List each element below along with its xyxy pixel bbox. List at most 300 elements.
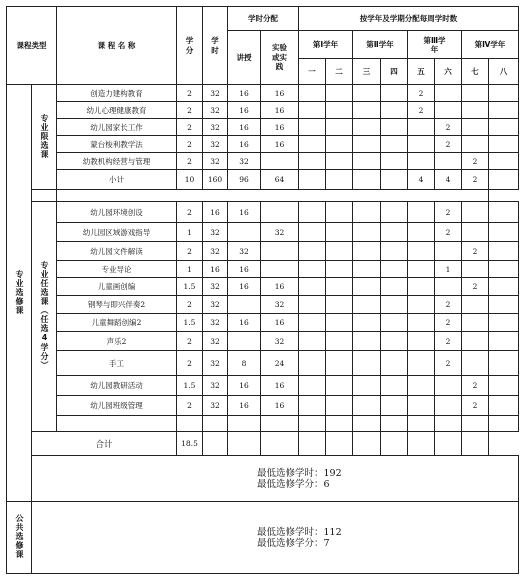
- lab-hours: 16: [261, 85, 299, 102]
- course-name: 创造力建构教育: [57, 85, 177, 102]
- semester-2-hours: [326, 351, 353, 376]
- semester-7-hours: [462, 332, 489, 351]
- semester-5-hours: [408, 332, 435, 351]
- semester-6-hours: 2: [435, 296, 462, 314]
- lecture-hours: 16: [228, 278, 261, 296]
- semester-5-hours: [408, 396, 435, 416]
- curriculum-table-container: [6, 6, 519, 574]
- semester-3-hours: [353, 170, 381, 190]
- semester-7-hours: [462, 136, 489, 153]
- table-row: [7, 351, 519, 376]
- total-empty-cell: [353, 432, 381, 456]
- semester-8-hours: [489, 376, 519, 396]
- lab-hours: 32: [261, 223, 299, 242]
- hours-value: 16: [203, 261, 228, 278]
- header-lecture: 讲授: [228, 31, 261, 85]
- semester-2-hours: [326, 119, 353, 136]
- hours-value: 32: [203, 332, 228, 351]
- semester-6-hours: 2: [435, 351, 462, 376]
- semester-5-hours: [408, 314, 435, 332]
- semester-8-hours: [489, 314, 519, 332]
- total-empty-cell: [435, 432, 462, 456]
- semester-3-hours: [353, 351, 381, 376]
- total-empty-cell: [326, 432, 353, 456]
- semester-7-hours: [462, 202, 489, 223]
- semester-6-hours: [435, 102, 462, 119]
- course-name: 幼教机构经营与管理: [57, 153, 177, 170]
- semester-3-hours: [353, 261, 381, 278]
- public-elective-label: [7, 502, 32, 574]
- lecture-hours: 16: [228, 376, 261, 396]
- table-row: [7, 102, 519, 119]
- semester-1-hours: [299, 278, 326, 296]
- semester-7-hours: [462, 261, 489, 278]
- header-credit: 学分: [177, 7, 203, 85]
- credit-value: 2: [177, 242, 203, 261]
- spacer-row: [7, 190, 519, 202]
- lecture-hours: 8: [228, 351, 261, 376]
- lecture-hours: [228, 332, 261, 351]
- semester-2-hours: [326, 332, 353, 351]
- semester-3-hours: [353, 396, 381, 416]
- hours-value: 32: [203, 85, 228, 102]
- semester-1-hours: [299, 85, 326, 102]
- credit-value: [177, 416, 203, 432]
- course-name: 幼儿心理健康教育: [57, 102, 177, 119]
- semester-6-hours: [435, 242, 462, 261]
- semester-1-hours: [299, 242, 326, 261]
- lab-hours: 16: [261, 376, 299, 396]
- semester-6-hours: 2: [435, 314, 462, 332]
- semester-2-hours: [326, 202, 353, 223]
- header-semester-1: 一: [299, 59, 326, 85]
- semester-4-hours: [381, 396, 408, 416]
- lecture-hours: 16: [228, 85, 261, 102]
- semester-6-hours: [435, 85, 462, 102]
- lab-hours: 32: [261, 332, 299, 351]
- semester-4-hours: [381, 351, 408, 376]
- hours-value: 32: [203, 396, 228, 416]
- table-row: [7, 242, 519, 261]
- semester-4-hours: [381, 314, 408, 332]
- semester-3-hours: [353, 242, 381, 261]
- lab-hours: [261, 202, 299, 223]
- hours-value: 32: [203, 376, 228, 396]
- semester-2-hours: [326, 396, 353, 416]
- lab-hours: [261, 416, 299, 432]
- lab-hours: [261, 153, 299, 170]
- subtotal-row: [7, 170, 519, 190]
- semester-2-hours: [326, 296, 353, 314]
- header-lab: 实验或实践: [261, 31, 299, 85]
- header-semester-3: 三: [353, 59, 381, 85]
- semester-7-hours: [462, 223, 489, 242]
- header-semester-5: 五: [408, 59, 435, 85]
- semester-5-hours: [408, 278, 435, 296]
- credit-value: 10: [177, 170, 203, 190]
- header-hour-allocation: 学时分配: [228, 7, 299, 31]
- table-row: [7, 223, 519, 242]
- semester-1-hours: [299, 261, 326, 278]
- semester-7-hours: [462, 102, 489, 119]
- semester-1-hours: [299, 136, 326, 153]
- semester-3-hours: [353, 153, 381, 170]
- header-year-4: 第Ⅳ学年: [462, 31, 519, 59]
- semester-6-hours: [435, 416, 462, 432]
- course-name: 小计: [57, 170, 177, 190]
- lecture-hours: 16: [228, 314, 261, 332]
- course-name: 幼儿园文件解读: [57, 242, 177, 261]
- total-empty-cell: [462, 432, 489, 456]
- hours-value: 32: [203, 223, 228, 242]
- semester-5-hours: 2: [408, 102, 435, 119]
- course-name: [57, 416, 177, 432]
- total-empty-cell: [228, 432, 261, 456]
- semester-3-hours: [353, 85, 381, 102]
- semester-4-hours: [381, 278, 408, 296]
- min-hours-line: 最低选修学时：192: [257, 467, 342, 479]
- lecture-hours: 32: [228, 153, 261, 170]
- semester-1-hours: [299, 296, 326, 314]
- lecture-hours: 16: [228, 396, 261, 416]
- semester-3-hours: [353, 119, 381, 136]
- semester-5-hours: [408, 153, 435, 170]
- hours-value: 16: [203, 202, 228, 223]
- semester-3-hours: [353, 223, 381, 242]
- lecture-hours: 16: [228, 202, 261, 223]
- semester-6-hours: [435, 376, 462, 396]
- credit-value: 1: [177, 223, 203, 242]
- semester-2-hours: [326, 242, 353, 261]
- semester-1-hours: [299, 351, 326, 376]
- semester-6-hours: 2: [435, 202, 462, 223]
- lecture-hours: [228, 416, 261, 432]
- semester-4-hours: [381, 170, 408, 190]
- hours-value: 32: [203, 119, 228, 136]
- lecture-hours: 16: [228, 102, 261, 119]
- lab-hours: 32: [261, 296, 299, 314]
- semester-7-hours: 2: [462, 153, 489, 170]
- lab-hours: [261, 242, 299, 261]
- table-row: [7, 153, 519, 170]
- semester-7-hours: [462, 296, 489, 314]
- semester-6-hours: 1: [435, 261, 462, 278]
- hours-value: 160: [203, 170, 228, 190]
- semester-1-hours: [299, 153, 326, 170]
- semester-3-hours: [353, 296, 381, 314]
- semester-7-hours: 2: [462, 170, 489, 190]
- total-empty-cell: [299, 432, 326, 456]
- min-elective-note: [32, 456, 519, 502]
- semester-5-hours: [408, 242, 435, 261]
- semester-2-hours: [326, 261, 353, 278]
- lab-hours: [261, 261, 299, 278]
- table-row: [7, 136, 519, 153]
- semester-8-hours: [489, 223, 519, 242]
- credit-value: 2: [177, 332, 203, 351]
- public-elective-row: [7, 502, 519, 574]
- table-row: [7, 119, 519, 136]
- lecture-hours: [228, 223, 261, 242]
- spacer-cell: [57, 190, 489, 202]
- semester-7-hours: [462, 85, 489, 102]
- total-label: 合计: [32, 432, 177, 456]
- semester-8-hours: [489, 351, 519, 376]
- limited-elective-label: [32, 85, 57, 190]
- spacer-cell: [32, 190, 57, 202]
- semester-6-hours: [435, 396, 462, 416]
- semester-2-hours: [326, 223, 353, 242]
- semester-4-hours: [381, 153, 408, 170]
- total-row: [7, 432, 519, 456]
- semester-5-hours: [408, 296, 435, 314]
- table-row: [7, 202, 519, 223]
- semester-8-hours: [489, 119, 519, 136]
- semester-8-hours: [489, 136, 519, 153]
- semester-8-hours: [489, 170, 519, 190]
- credit-value: 1.5: [177, 278, 203, 296]
- lab-hours: 16: [261, 119, 299, 136]
- semester-8-hours: [489, 85, 519, 102]
- lecture-hours: 96: [228, 170, 261, 190]
- semester-8-hours: [489, 102, 519, 119]
- semester-7-hours: 2: [462, 396, 489, 416]
- semester-6-hours: 2: [435, 223, 462, 242]
- semester-1-hours: [299, 223, 326, 242]
- semester-1-hours: [299, 314, 326, 332]
- credit-value: 2: [177, 296, 203, 314]
- semester-3-hours: [353, 278, 381, 296]
- semester-6-hours: [435, 153, 462, 170]
- semester-1-hours: [299, 376, 326, 396]
- semester-4-hours: [381, 202, 408, 223]
- header-hours: 学时: [203, 7, 228, 85]
- header-semester-8: 八: [489, 59, 519, 85]
- lab-hours: 24: [261, 351, 299, 376]
- semester-5-hours: 4: [408, 170, 435, 190]
- min-credits-line: 最低选修学分：6: [257, 478, 330, 490]
- semester-1-hours: [299, 202, 326, 223]
- semester-4-hours: [381, 136, 408, 153]
- semester-7-hours: [462, 416, 489, 432]
- hours-value: 32: [203, 296, 228, 314]
- credit-value: 1: [177, 261, 203, 278]
- semester-6-hours: 4: [435, 170, 462, 190]
- semester-2-hours: [326, 136, 353, 153]
- credit-value: 2: [177, 136, 203, 153]
- credit-value: 1.5: [177, 314, 203, 332]
- semester-4-hours: [381, 242, 408, 261]
- table-row: [7, 416, 519, 432]
- optional-elective-label-text: 专业任选课（任选4学分）: [40, 261, 49, 370]
- semester-6-hours: [435, 278, 462, 296]
- course-name: 儿童画创编: [57, 278, 177, 296]
- hours-value: 32: [203, 278, 228, 296]
- semester-4-hours: [381, 416, 408, 432]
- table-row: [7, 85, 519, 102]
- table-row: [7, 332, 519, 351]
- lecture-hours: 16: [228, 119, 261, 136]
- semester-3-hours: [353, 102, 381, 119]
- min-elective-note-row: [7, 456, 519, 502]
- semester-4-hours: [381, 85, 408, 102]
- semester-7-hours: [462, 351, 489, 376]
- semester-4-hours: [381, 296, 408, 314]
- major-elective-label: [7, 85, 32, 502]
- limited-elective-label-text: 专业限选课: [40, 113, 49, 159]
- lecture-hours: [228, 296, 261, 314]
- semester-5-hours: [408, 202, 435, 223]
- semester-3-hours: [353, 136, 381, 153]
- header-semester-7: 七: [462, 59, 489, 85]
- header-semester-6: 六: [435, 59, 462, 85]
- course-name: 蒙台梭利教学法: [57, 136, 177, 153]
- lecture-hours: 32: [228, 242, 261, 261]
- course-name: 钢琴与即兴伴奏2: [57, 296, 177, 314]
- header-row-1: [7, 7, 519, 31]
- public-elective-label-text: 公共选修课: [15, 514, 24, 559]
- curriculum-table: [6, 6, 519, 574]
- hours-value: [203, 416, 228, 432]
- semester-8-hours: [489, 242, 519, 261]
- credit-value: 2: [177, 119, 203, 136]
- semester-5-hours: [408, 351, 435, 376]
- semester-3-hours: [353, 332, 381, 351]
- course-name: 幼儿园教研活动: [57, 376, 177, 396]
- lab-hours: 16: [261, 314, 299, 332]
- public-min-hours-line: 最低选修学时：112: [257, 526, 342, 538]
- semester-1-hours: [299, 416, 326, 432]
- semester-8-hours: [489, 416, 519, 432]
- semester-4-hours: [381, 119, 408, 136]
- semester-7-hours: 2: [462, 376, 489, 396]
- semester-1-hours: [299, 102, 326, 119]
- semester-3-hours: [353, 202, 381, 223]
- credit-value: 2: [177, 202, 203, 223]
- table-row: [7, 261, 519, 278]
- semester-4-hours: [381, 376, 408, 396]
- hours-value: 32: [203, 153, 228, 170]
- header-semester-2: 二: [326, 59, 353, 85]
- semester-2-hours: [326, 416, 353, 432]
- course-name: 声乐2: [57, 332, 177, 351]
- semester-5-hours: [408, 223, 435, 242]
- semester-7-hours: 2: [462, 242, 489, 261]
- lab-hours: 16: [261, 396, 299, 416]
- table-row: [7, 296, 519, 314]
- semester-3-hours: [353, 314, 381, 332]
- semester-1-hours: [299, 396, 326, 416]
- credit-value: 2: [177, 396, 203, 416]
- course-name: 幼儿园班级管理: [57, 396, 177, 416]
- course-name: 幼儿园区域游戏指导: [57, 223, 177, 242]
- major-elective-label-text: 专业选修课: [15, 269, 24, 315]
- header-course-name: 课 程 名 称: [57, 7, 177, 85]
- semester-8-hours: [489, 153, 519, 170]
- semester-7-hours: [462, 314, 489, 332]
- semester-5-hours: [408, 136, 435, 153]
- course-name: 专业导论: [57, 261, 177, 278]
- semester-5-hours: [408, 261, 435, 278]
- semester-7-hours: 2: [462, 278, 489, 296]
- semester-4-hours: [381, 223, 408, 242]
- course-name: 儿童舞蹈创编2: [57, 314, 177, 332]
- credit-value: 2: [177, 153, 203, 170]
- hours-value: 32: [203, 136, 228, 153]
- table-row: [7, 314, 519, 332]
- semester-6-hours: 2: [435, 332, 462, 351]
- semester-2-hours: [326, 153, 353, 170]
- semester-3-hours: [353, 376, 381, 396]
- semester-1-hours: [299, 332, 326, 351]
- credit-value: 2: [177, 102, 203, 119]
- course-name: 幼儿园家长工作: [57, 119, 177, 136]
- semester-5-hours: [408, 416, 435, 432]
- lab-hours: 16: [261, 102, 299, 119]
- semester-2-hours: [326, 376, 353, 396]
- total-empty-cell: [408, 432, 435, 456]
- semester-8-hours: [489, 202, 519, 223]
- header-year-1: 第Ⅰ学年: [299, 31, 353, 59]
- header-course-type: 课程类型: [7, 7, 57, 85]
- lab-hours: 16: [261, 278, 299, 296]
- credit-value: 2: [177, 85, 203, 102]
- semester-8-hours: [489, 396, 519, 416]
- semester-6-hours: 2: [435, 119, 462, 136]
- semester-5-hours: 2: [408, 85, 435, 102]
- credit-value: 2: [177, 351, 203, 376]
- hours-value: 32: [203, 351, 228, 376]
- total-empty-cell: [203, 432, 228, 456]
- optional-elective-label: [32, 202, 57, 432]
- header-year-2: 第Ⅱ学年: [353, 31, 408, 59]
- course-name: 幼儿园环境创设: [57, 202, 177, 223]
- semester-8-hours: [489, 261, 519, 278]
- semester-4-hours: [381, 261, 408, 278]
- semester-5-hours: [408, 376, 435, 396]
- course-name: 手工: [57, 351, 177, 376]
- semester-1-hours: [299, 119, 326, 136]
- lab-hours: 64: [261, 170, 299, 190]
- semester-8-hours: [489, 332, 519, 351]
- lecture-hours: 16: [228, 136, 261, 153]
- lab-hours: 16: [261, 136, 299, 153]
- table-row: [7, 278, 519, 296]
- credit-value: 1.5: [177, 376, 203, 396]
- semester-4-hours: [381, 102, 408, 119]
- public-min-credits-line: 最低选修学分：7: [257, 537, 330, 549]
- semester-1-hours: [299, 170, 326, 190]
- semester-4-hours: [381, 332, 408, 351]
- header-semester-4: 四: [381, 59, 408, 85]
- total-empty-cell: [381, 432, 408, 456]
- table-row: [7, 396, 519, 416]
- table-row: [7, 376, 519, 396]
- public-elective-note: [32, 502, 519, 574]
- lecture-hours: 16: [228, 261, 261, 278]
- hours-value: 32: [203, 314, 228, 332]
- semester-2-hours: [326, 85, 353, 102]
- total-empty-cell: [261, 432, 299, 456]
- semester-3-hours: [353, 416, 381, 432]
- semester-2-hours: [326, 102, 353, 119]
- hours-value: 32: [203, 102, 228, 119]
- semester-2-hours: [326, 314, 353, 332]
- semester-7-hours: [462, 119, 489, 136]
- total-credit: 18.5: [177, 432, 203, 456]
- hours-value: 32: [203, 242, 228, 261]
- semester-2-hours: [326, 278, 353, 296]
